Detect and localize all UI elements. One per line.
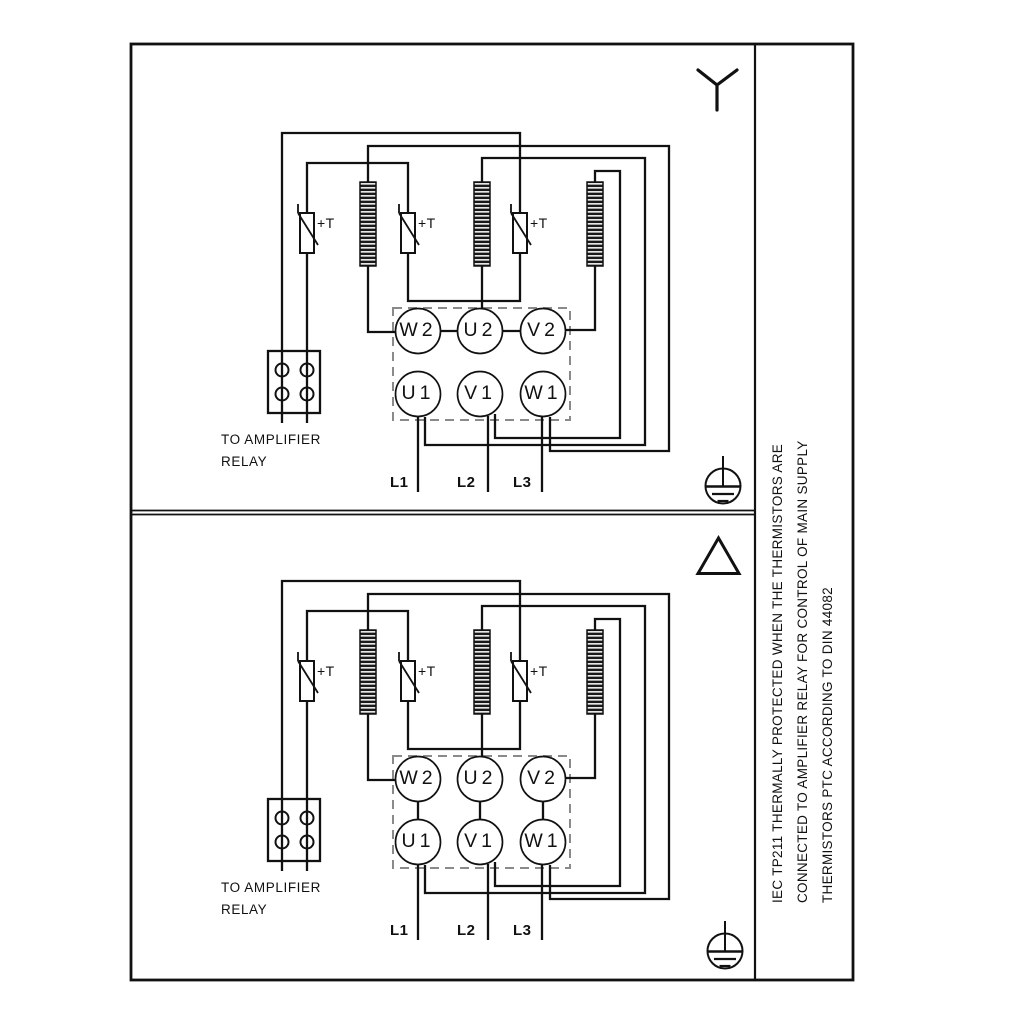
delta-panel-wiring [268,581,669,940]
thermistor-label: +T [418,663,436,679]
terminal-label-U1: U1 [401,830,435,852]
thermistor-label: +T [317,215,335,231]
supply-label-L2: L2 [457,474,476,491]
relay-caption-line2: RELAY [221,454,268,469]
terminal-label-U1: U1 [401,382,435,404]
protective-earth-icon [708,921,743,969]
thermistor-label: +T [530,663,548,679]
terminal-label-W1: W1 [524,830,562,852]
supply-label-L1: L1 [390,474,409,491]
thermistor-label: +T [317,663,335,679]
protective-earth-icon [706,456,741,504]
delta-bridge-links [418,802,543,820]
terminal-label-W2: W2 [399,319,437,341]
side-note-line2: CONNECTED TO AMPLIFIER RELAY FOR CONTROL OF MAIN SUPPLY [795,440,810,903]
terminal-label-V2: V2 [527,767,559,789]
supply-label-L3: L3 [513,922,532,939]
relay-caption-line1: TO AMPLIFIER [221,432,321,447]
supply-label-L1: L1 [390,922,409,939]
panel-divider [131,511,755,515]
side-note-line1: IEC TP211 THERMALLY PROTECTED WHEN THE THERMISTORS ARE [770,443,785,903]
supply-label-L2: L2 [457,922,476,939]
thermistor-label: +T [418,215,436,231]
supply-label-L3: L3 [513,474,532,491]
thermistor-label: +T [530,215,548,231]
terminal-label-U2: U2 [463,319,497,341]
delta-connection-icon [698,538,739,574]
terminal-label-V1: V1 [464,382,496,404]
side-note-line3: THERMISTORS PTC ACCORDING TO DIN 44082 [820,587,835,903]
relay-caption-line1: TO AMPLIFIER [221,880,321,895]
terminal-label-W2: W2 [399,767,437,789]
terminal-label-W1: W1 [524,382,562,404]
terminal-label-V2: V2 [527,319,559,341]
star-connection-icon [698,70,737,110]
terminal-label-V1: V1 [464,830,496,852]
star-panel-wiring [268,133,669,492]
relay-caption-line2: RELAY [221,902,268,917]
side-note [765,363,843,903]
terminal-label-U2: U2 [463,767,497,789]
